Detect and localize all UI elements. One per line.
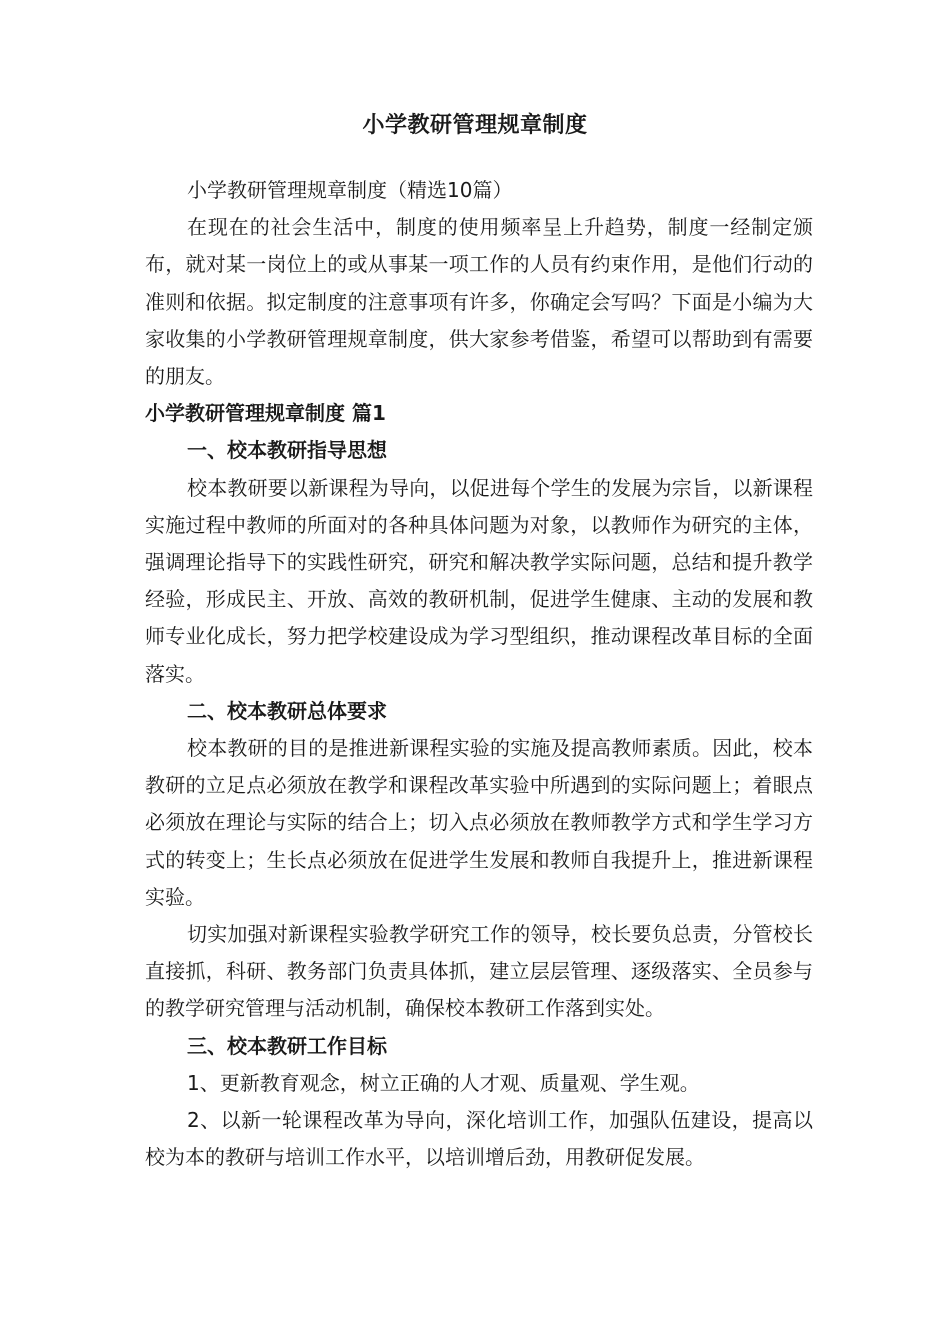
section-heading: 一、校本教研指导思想 <box>187 438 387 463</box>
section-heading: 二、校本教研总体要求 <box>187 698 387 723</box>
body-paragraph: 切实加强对新课程实验教学研究工作的领导，校长要负总责，分管校长直接抓，科研、教务部门负责具体抓，建立层层管理、逐级落实、全员参与的教学研究管理与活动机制，确保校本教研工作落到实处。 <box>145 922 813 1021</box>
section-heading: 三、校本教研工作目标 <box>187 1033 387 1058</box>
document-body <box>145 172 813 1176</box>
list-item: 2、以新一轮课程改革为导向，深化培训工作，加强队伍建设，提高以校为本的教研与培训工作水平，以培训增后劲，用教研促发展。 <box>145 1108 813 1170</box>
chapter-heading: 小学教研管理规章制度 篇1 <box>145 401 386 426</box>
body-paragraph: 校本教研的目的是推进新课程实验的实施及提高教师素质。因此，校本教研的立足点必须放在教学和课程改革实验中所遇到的实际问题上；着眼点必须放在理论与实际的结合上；切入点必须放在教师教学方式和学生学习方式的转变上；生长点必须放在促进学生发展和教师自我提升上，推进新课程实验。 <box>145 736 813 909</box>
body-paragraph: 校本教研要以新课程为导向，以促进每个学生的发展为宗旨，以新课程实施过程中教师的所面对的各种具体问题为对象，以教师作为研究的主体，强调理论指导下的实践性研究，研究和解决教学实际问题，总结和提升教学经验，形成民主、开放、高效的教研机制，促进学生健康、主动的发展和教师专业化成长，努力把学校建设成为学习型组织，推动课程改革目标的全面落实。 <box>145 475 813 686</box>
subtitle-paragraph: 小学教研管理规章制度（精选10篇） <box>187 178 513 202</box>
list-item: 1、更新教育观念，树立正确的人才观、质量观、学生观。 <box>187 1070 700 1095</box>
intro-paragraph: 在现在的社会生活中，制度的使用频率呈上升趋势，制度一经制定颁布，就对某一岗位上的或从事某一项工作的人员有约束作用，是他们行动的准则和依据。拟定制度的注意事项有许多，你确定会写吗？下面是小编为大家收集的小学教研管理规章制度，供大家参考借鉴，希望可以帮助到有需要的朋友。 <box>145 215 813 389</box>
document-title: 小学教研管理规章制度 <box>362 113 588 138</box>
